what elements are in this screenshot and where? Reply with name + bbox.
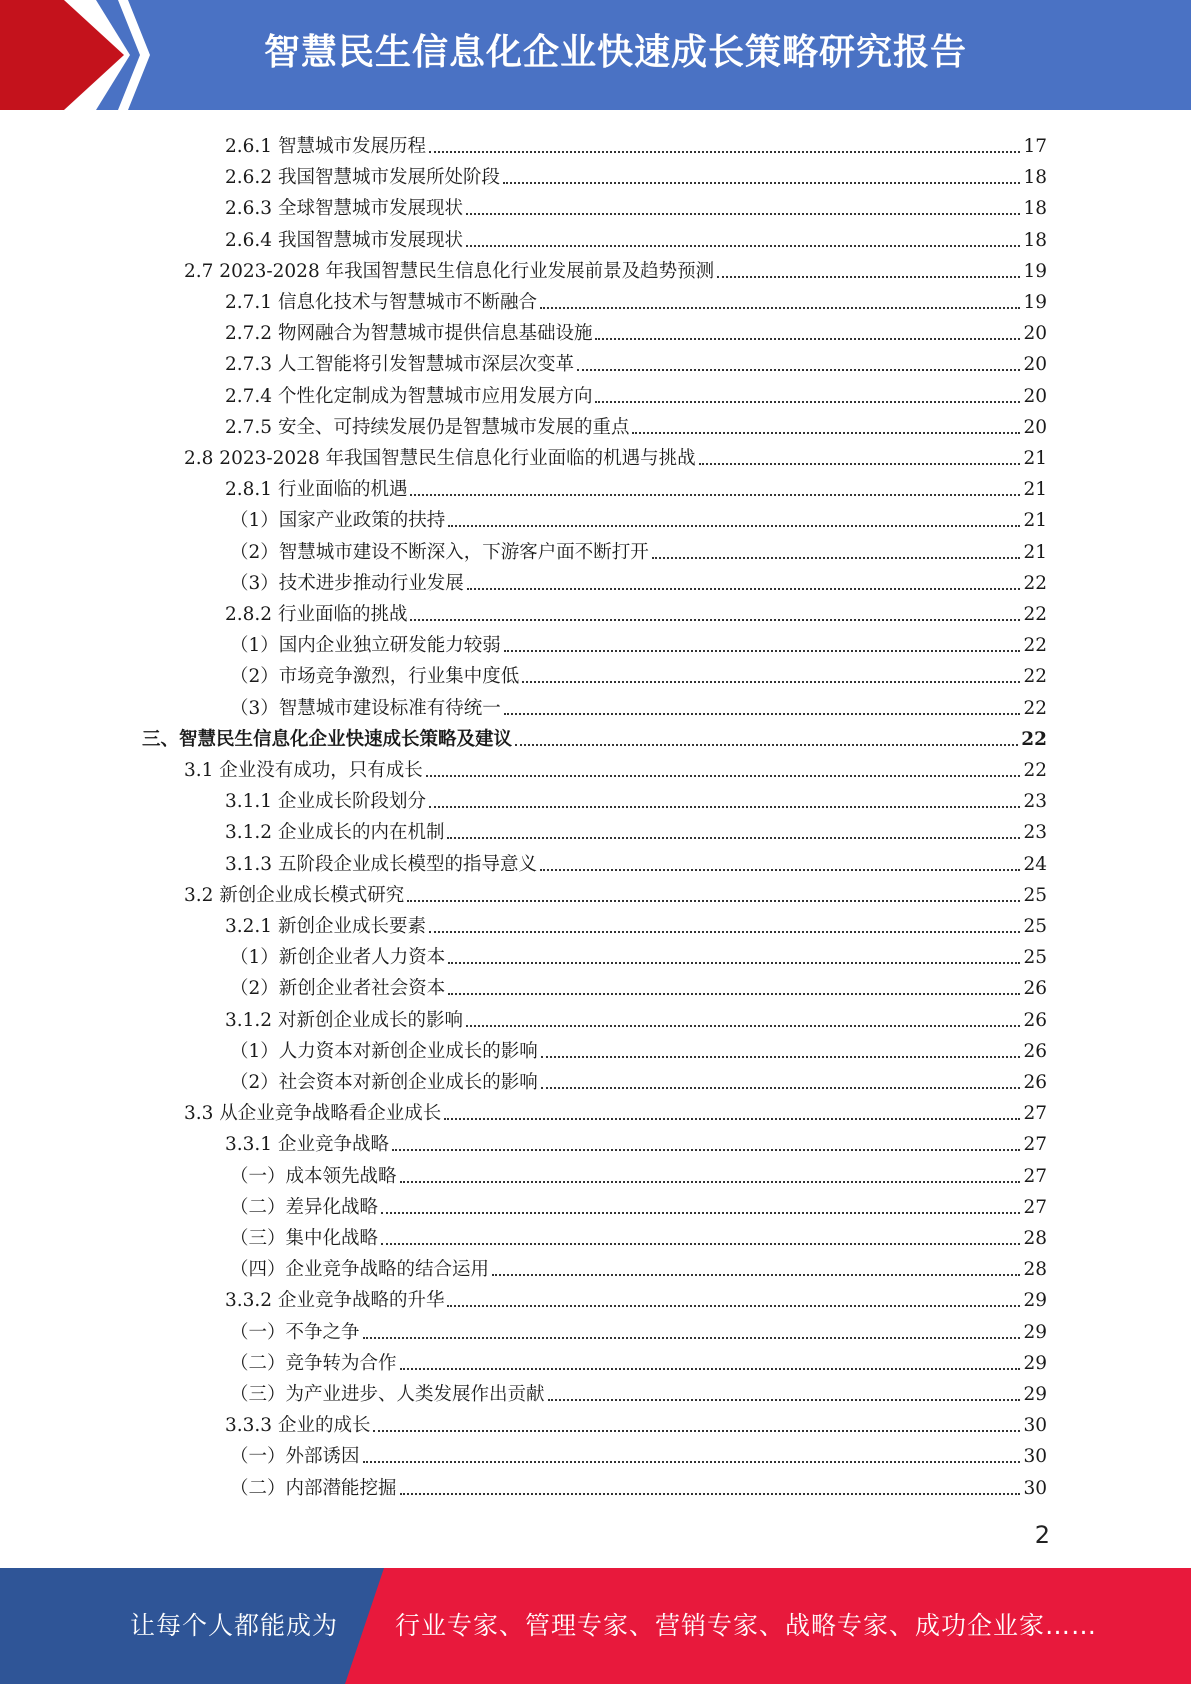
toc-entry-title: 2.7.3 人工智能将引发智慧城市深层次变革 [225,354,574,376]
toc-entry-title: 2.7 2023-2028 年我国智慧民生信息化行业发展前景及趋势预测 [184,260,715,282]
toc-entry[interactable] [230,1313,1047,1344]
toc-entry-page: 25 [1023,947,1047,969]
toc-entry-title: 2.8.1 行业面临的机遇 [225,479,408,501]
toc-entry[interactable] [225,1406,1047,1437]
toc-entry-title: 3.3.2 企业竞争战略的升华 [225,1290,445,1312]
toc-entry-title: （四）企业竞争战略的结合运用 [230,1259,490,1281]
toc-dot-leader [381,1243,1020,1245]
toc-entry[interactable] [184,252,1047,283]
toc-entry-title: 2.7.4 个性化定制成为智慧城市应用发展方向 [225,385,593,407]
page-number: 2 [1034,1521,1050,1549]
toc-entry[interactable] [225,127,1047,158]
toc-entry[interactable] [142,720,1047,751]
toc-entry[interactable] [225,189,1047,220]
toc-entry-title: 三、智慧民生信息化企业快速成长策略及建议 [142,728,513,750]
toc-entry-title: （1）国内企业独立研发能力较弱 [230,635,501,657]
toc-dot-leader [717,276,1020,278]
toc-dot-leader [540,869,1020,871]
toc-entry-title: 3.3.3 企业的成长 [225,1415,371,1437]
toc-entry-title: 2.6.1 智慧城市发展历程 [225,136,426,157]
toc-dot-leader [429,931,1020,933]
toc-dot-leader [444,1118,1020,1120]
toc-entry-page: 21 [1023,510,1047,532]
toc-entry[interactable] [230,564,1047,595]
toc-dot-leader [466,245,1020,247]
toc-entry-title: （3）智慧城市建设标准有待统一 [230,697,501,719]
toc-entry[interactable] [225,1281,1047,1312]
toc-entry-page: 25 [1023,916,1047,937]
toc-dot-leader [492,1274,1020,1276]
toc-entry[interactable] [230,1437,1047,1468]
toc-entry-page: 27 [1023,1196,1047,1218]
header-arrow-icon [0,0,160,110]
toc-entry-page: 29 [1023,1290,1047,1312]
toc-entry-page: 18 [1023,167,1047,189]
toc-entry-page: 21 [1023,541,1047,563]
toc-entry-title: 2.7.1 信息化技术与智慧城市不断融合 [225,292,537,313]
toc-entry[interactable] [230,1375,1047,1406]
toc-entry[interactable] [230,938,1047,969]
toc-entry-page: 25 [1023,884,1047,906]
toc-dot-leader [504,650,1021,652]
toc-dot-leader [540,307,1020,309]
toc-entry-page: 19 [1023,292,1047,313]
toc-dot-leader [504,713,1021,715]
toc-entry-title: 2.8.2 行业面临的挑战 [225,604,408,625]
toc-entry[interactable] [230,657,1047,688]
toc-dot-leader [503,182,1020,184]
toc-entry-page: 27 [1023,1103,1047,1125]
toc-entry[interactable] [230,969,1047,1000]
toc-entry-title: （1）新创企业者人力资本 [230,947,446,969]
toc-dot-leader [541,1087,1021,1089]
toc-entry-title: 3.2 新创企业成长模式研究 [184,884,405,906]
toc-entry[interactable] [225,158,1047,189]
toc-dot-leader [448,962,1020,964]
toc-entry-title: 2.7.2 物网融合为智慧城市提供信息基础设施 [225,323,593,345]
toc-entry-title: （3）技术进步推动行业发展 [230,572,464,594]
toc-entry[interactable] [230,1250,1047,1281]
toc-entry-page: 26 [1023,1072,1047,1093]
toc-dot-leader [466,1025,1020,1027]
toc-entry-title: 2.6.3 全球智慧城市发展现状 [225,198,463,220]
toc-entry[interactable] [225,782,1047,813]
toc-entry[interactable] [225,470,1047,501]
toc-entry[interactable] [230,1344,1047,1375]
toc-entry-page: 22 [1023,666,1047,688]
toc-entry[interactable] [225,283,1047,314]
toc-entry-page: 24 [1023,853,1047,875]
toc-dot-leader [632,432,1020,434]
toc-entry-title: 3.1.3 五阶段企业成长模型的指导意义 [225,853,537,875]
toc-entry-title: （一）成本领先战略 [230,1165,397,1187]
toc-entry-page: 30 [1023,1446,1047,1468]
toc-entry-page: 22 [1023,572,1047,594]
toc-entry-title: （2）市场竞争激烈，行业集中度低 [230,666,520,688]
toc-entry-page: 26 [1023,978,1047,1000]
toc-entry[interactable] [230,533,1047,564]
toc-entry-page: 21 [1023,479,1047,501]
toc-entry[interactable] [225,314,1047,345]
toc-entry-page: 27 [1023,1134,1047,1156]
toc-entry-page: 30 [1023,1477,1047,1499]
toc-entry[interactable] [184,876,1047,907]
toc-entry-title: 3.3.1 企业竞争战略 [225,1134,389,1156]
toc-entry-title: 2.6.2 我国智慧城市发展所处阶段 [225,167,500,189]
page-footer [0,1568,1191,1684]
toc-entry-title: 3.3 从企业竞争战略看企业成长 [184,1103,442,1125]
toc-dot-leader [400,1493,1021,1495]
toc-entry[interactable] [225,845,1047,876]
toc-dot-leader [467,588,1021,590]
toc-entry[interactable] [225,408,1047,439]
toc-entry-page: 18 [1023,229,1047,251]
toc-entry-title: 3.1.2 对新创企业成长的影响 [225,1009,463,1031]
toc-entry-title: （三）集中化战略 [230,1228,379,1249]
toc-dot-leader [447,837,1020,839]
toc-dot-leader [400,1181,1021,1183]
toc-entry-page: 29 [1023,1384,1047,1405]
toc-dot-leader [429,151,1020,153]
toc-entry-page: 26 [1023,1009,1047,1031]
toc-entry-title: （二）差异化战略 [230,1196,379,1218]
toc-entry-page: 20 [1023,416,1047,438]
toc-entry[interactable] [225,377,1047,408]
toc-entry-page: 27 [1023,1165,1047,1187]
toc-entry[interactable] [225,1001,1047,1032]
footer-slogan-left: 让每个人都能成为 [130,1611,339,1640]
document-title: 智慧民生信息化企业快速成长策略研究报告 [263,32,967,73]
toc-dot-leader [577,369,1020,371]
toc-entry-page: 28 [1023,1259,1047,1281]
toc-entry-page: 22 [1023,697,1047,719]
toc-entry[interactable] [230,1219,1047,1250]
toc-entry-page: 23 [1023,791,1047,813]
toc-dot-leader [652,557,1021,559]
toc-entry-title: 3.1.1 企业成长阶段划分 [225,791,426,813]
toc-entry-page: 17 [1023,136,1047,157]
toc-entry-page: 20 [1023,354,1047,376]
toc-entry-page: 22 [1023,604,1047,625]
toc-dot-leader [363,1461,1021,1463]
toc-entry[interactable] [230,1063,1047,1094]
toc-entry-title: （2）智慧城市建设不断深入，下游客户面不断打开 [230,541,649,563]
toc-entry-title: （二）内部潜能挖掘 [230,1477,397,1499]
toc-dot-leader [548,1399,1021,1401]
toc-dot-leader [410,619,1020,621]
toc-dot-leader [426,775,1021,777]
toc-entry[interactable] [230,501,1047,532]
toc-dot-leader [595,338,1020,340]
toc-entry-page: 30 [1023,1415,1047,1437]
toc-entry[interactable] [230,1032,1047,1063]
toc-dot-leader [381,1212,1020,1214]
toc-dot-leader [595,401,1020,403]
toc-dot-leader [699,463,1021,465]
toc-entry-page: 28 [1023,1228,1047,1249]
toc-entry-page: 29 [1023,1352,1047,1374]
toc-dot-leader [448,993,1020,995]
toc-entry-page: 22 [1023,635,1047,657]
page-header [0,0,1191,110]
toc-entry-title: 3.1.2 企业成长的内在机制 [225,822,445,844]
toc-entry-title: （1）国家产业政策的扶持 [230,510,446,532]
toc-entry-title: 3.2.1 新创企业成长要素 [225,916,426,937]
toc-entry-title: 2.8 2023-2028 年我国智慧民生信息化行业面临的机遇与挑战 [184,448,696,469]
toc-entry-title: （2）新创企业者社会资本 [230,978,446,1000]
toc-entry-page: 23 [1023,822,1047,844]
toc-dot-leader [373,1430,1020,1432]
toc-dot-leader [541,1056,1021,1058]
toc-entry[interactable] [184,1094,1047,1125]
toc-dot-leader [410,494,1020,496]
toc-dot-leader [429,806,1020,808]
toc-entry[interactable] [230,1157,1047,1188]
toc-entry[interactable] [184,439,1047,470]
toc-entry-title: （一）外部诱因 [230,1446,360,1468]
toc-entry[interactable] [184,751,1047,782]
toc-dot-leader [447,1305,1020,1307]
toc-entry[interactable] [230,626,1047,657]
toc-entry[interactable] [225,907,1047,938]
toc-entry[interactable] [230,689,1047,720]
toc-entry-title: 3.1 企业没有成功，只有成长 [184,760,423,781]
toc-dot-leader [522,681,1020,683]
toc-dot-leader [392,1149,1020,1151]
toc-entry-page: 21 [1023,448,1047,469]
toc-dot-leader [515,744,1018,746]
toc-entry-page: 29 [1023,1321,1047,1343]
toc-dot-leader [407,900,1020,902]
toc-dot-leader [466,213,1020,215]
toc-entry-page: 18 [1023,198,1047,220]
toc-dot-leader [363,1337,1021,1339]
toc-dot-leader [400,1368,1021,1370]
toc-entry[interactable] [230,1188,1047,1219]
toc-entry-title: 2.6.4 我国智慧城市发展现状 [225,229,463,251]
toc-entry-title: （一）不争之争 [230,1321,360,1343]
toc-entry[interactable] [230,1469,1047,1500]
toc-entry[interactable] [225,221,1047,252]
toc-entry[interactable] [225,1125,1047,1156]
toc-entry-title: （2）社会资本对新创企业成长的影响 [230,1072,538,1093]
toc-entry-title: （1）人力资本对新创企业成长的影响 [230,1040,538,1062]
toc-entry-title: （三）为产业进步、人类发展作出贡献 [230,1384,545,1405]
toc-entry[interactable] [225,345,1047,376]
toc-entry-page: 22 [1021,728,1047,750]
toc-entry[interactable] [225,813,1047,844]
toc-entry-page: 22 [1023,760,1047,781]
toc-entry-page: 20 [1023,385,1047,407]
toc-entry[interactable] [225,595,1047,626]
toc-dot-leader [448,525,1020,527]
toc-entry-page: 19 [1023,260,1047,282]
toc-entry-title: （二）竞争转为合作 [230,1352,397,1374]
toc-entry-title: 2.7.5 安全、可持续发展仍是智慧城市发展的重点 [225,416,630,438]
footer-slogan-right: 行业专家、管理专家、营销专家、战略专家、成功企业家…… [395,1611,1098,1640]
toc-entry-page: 26 [1023,1040,1047,1062]
toc-entry-page: 20 [1023,323,1047,345]
